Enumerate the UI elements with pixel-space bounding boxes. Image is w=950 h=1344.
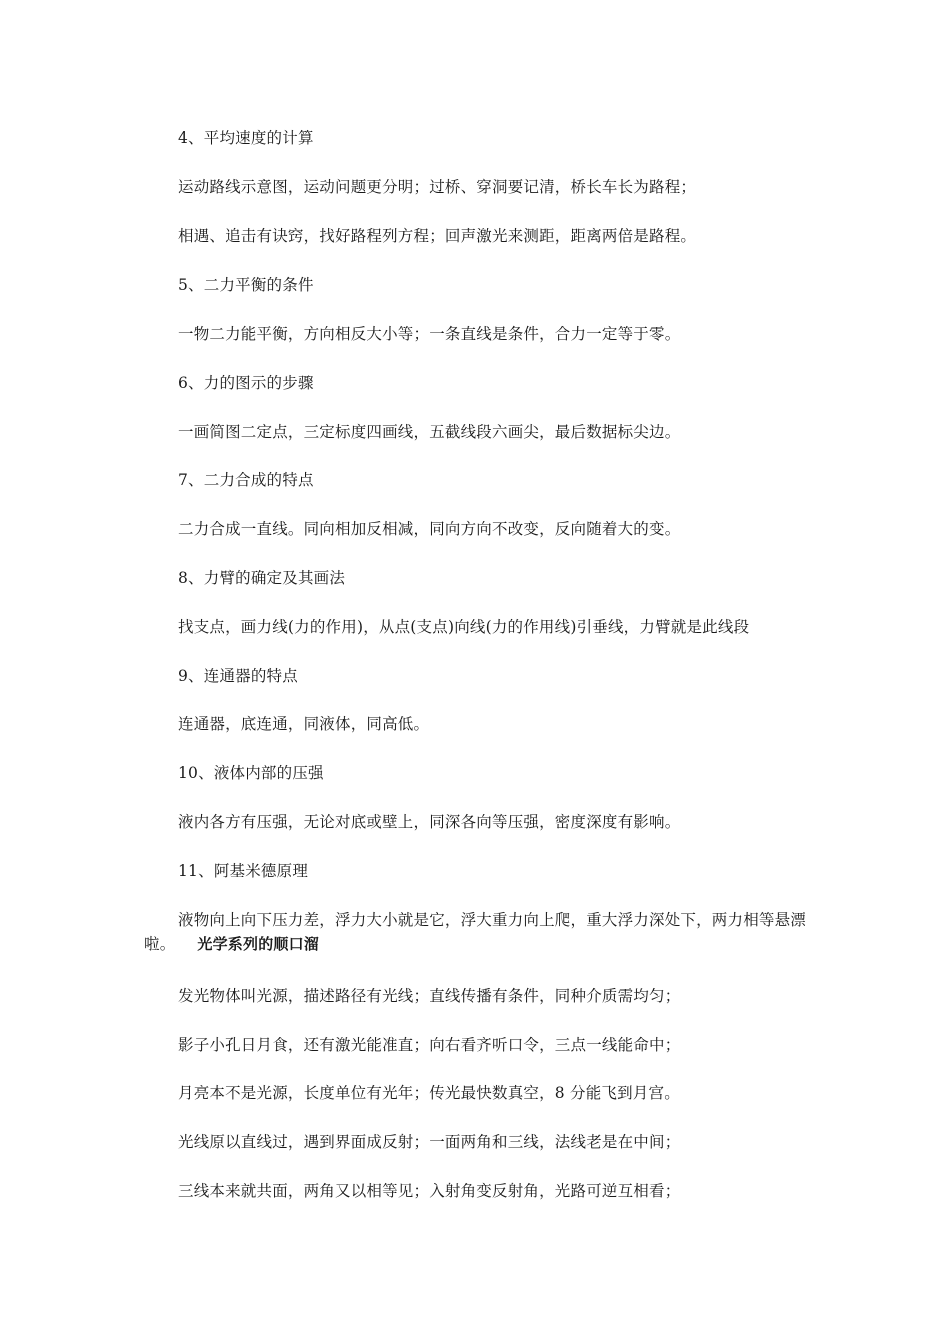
section-heading-force-composition: 7、二力合成的特点	[178, 471, 314, 489]
rhyme-line: 找支点，画力线(力的作用)，从点(支点)向线(力的作用线)引垂线，力臂就是此线段	[178, 618, 750, 636]
section-heading-force-diagram: 6、力的图示的步骤	[178, 374, 314, 392]
section-heading-archimedes: 11、阿基米德原理	[178, 862, 309, 880]
rhyme-line: 连通器，底连通，同液体，同高低。	[178, 715, 430, 733]
optics-rhyme-line: 月亮本不是光源，长度单位有光年；传光最快数真空，8 分能飞到月宫。	[178, 1084, 680, 1102]
section-heading-liquid-pressure: 10、液体内部的压强	[178, 764, 324, 782]
section-heading-force-balance: 5、二力平衡的条件	[178, 276, 314, 294]
optics-rhyme-line: 发光物体叫光源，描述路径有光线；直线传播有条件，同种介质需均匀；	[178, 987, 681, 1005]
section-heading-average-speed: 4、平均速度的计算	[178, 129, 314, 147]
optics-section-heading: 光学系列的顺口溜	[197, 935, 320, 953]
rhyme-line: 运动路线示意图，运动问题更分明；过桥、穿洞要记清，桥长车长为路程；	[178, 178, 697, 196]
rhyme-line: 相遇、追击有诀窍，找好路程列方程；回声激光来测距，距离两倍是路程。	[178, 227, 697, 245]
optics-rhyme-line: 影子小孔日月食，还有激光能准直；向右看齐听口令，三点一线能命中；	[178, 1036, 681, 1054]
rhyme-line: 液内各方有压强，无论对底或壁上，同深各向等压强，密度深度有影响。	[178, 813, 681, 831]
section-heading-connected-vessels: 9、连通器的特点	[178, 667, 298, 685]
archimedes-text: 液物向上向下压力差，浮力大小就是它，浮大重力向上爬，重大浮力深处下，两力相等悬漂啦。	[144, 911, 807, 953]
optics-rhyme-line: 三线本来就共面，两角又以相等见；入射角变反射角，光路可逆互相看；	[178, 1182, 681, 1200]
optics-rhyme-line: 光线原以直线过，遇到界面成反射；一面两角和三线，法线老是在中间；	[178, 1133, 681, 1151]
rhyme-line: 一画简图二定点，三定标度四画线，五截线段六画尖，最后数据标尖边。	[178, 423, 681, 441]
rhyme-line: 二力合成一直线。同向相加反相减，同向方向不改变，反向随着大的变。	[178, 520, 681, 538]
section-heading-lever-arm: 8、力臂的确定及其画法	[178, 569, 346, 587]
archimedes-paragraph	[144, 908, 814, 956]
rhyme-line: 一物二力能平衡，方向相反大小等；一条直线是条件，合力一定等于零。	[178, 325, 681, 343]
